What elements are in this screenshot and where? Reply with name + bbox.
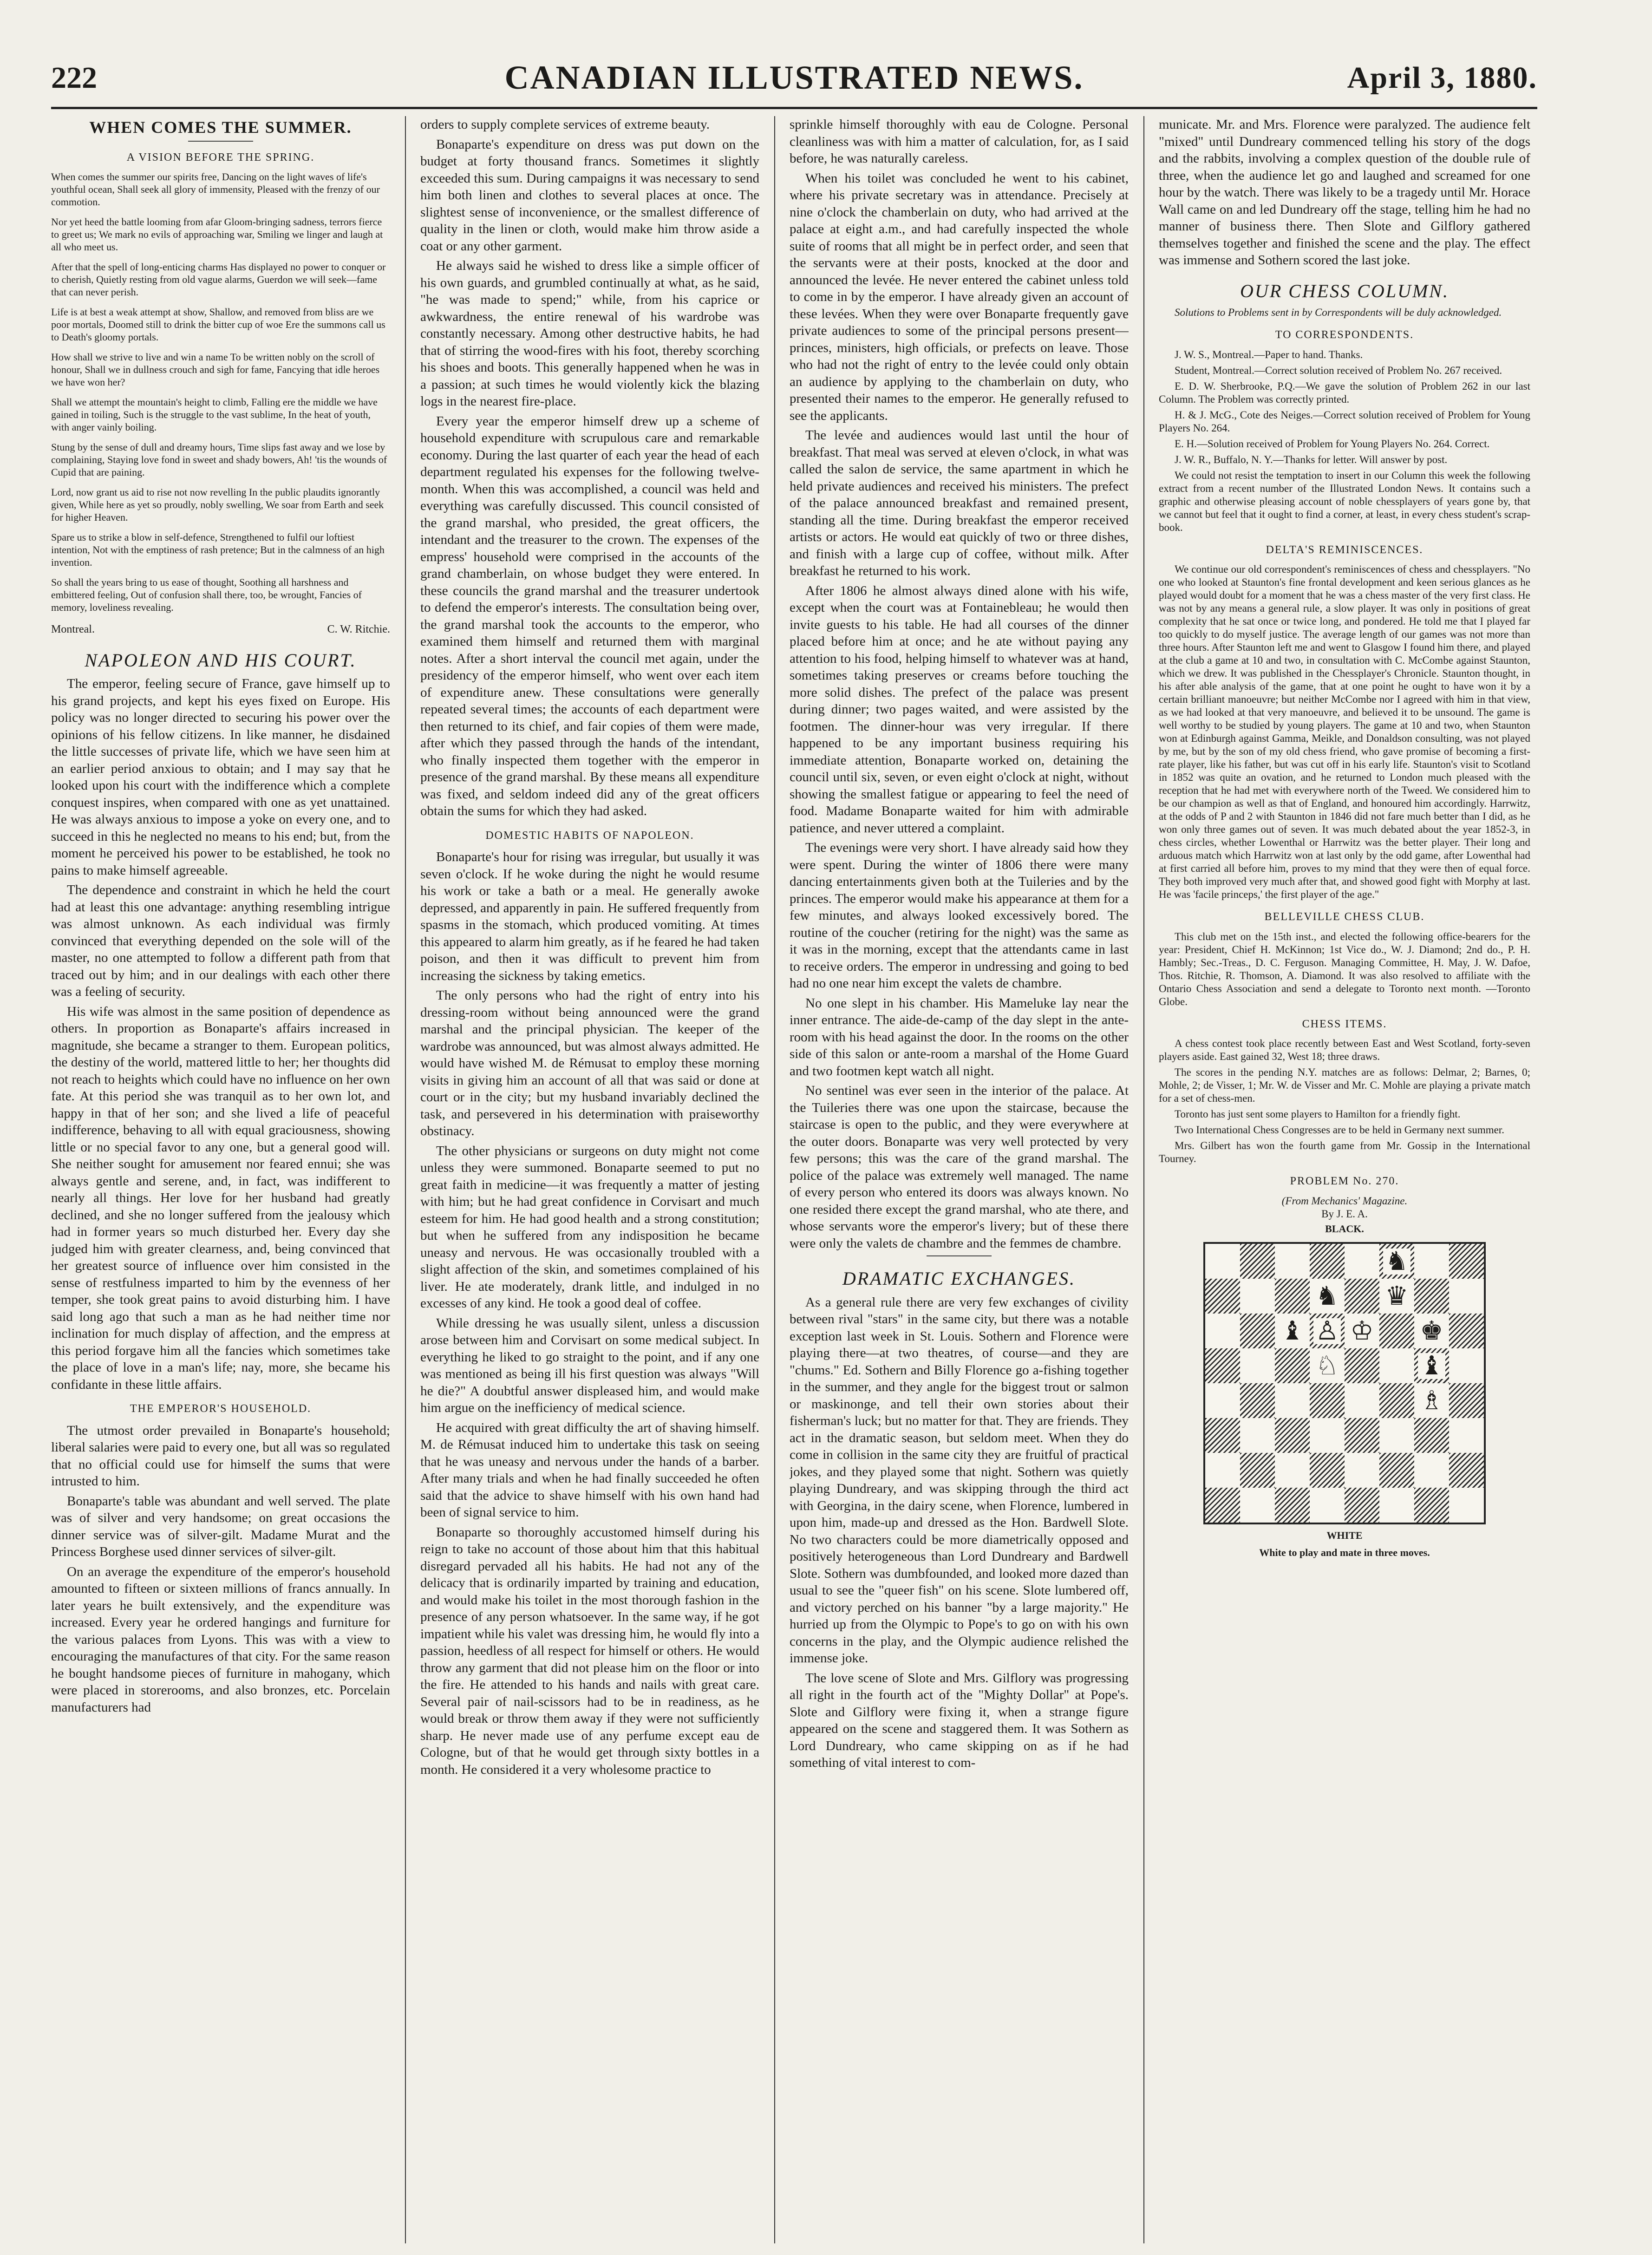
board-square: [1345, 1488, 1379, 1523]
paragraph: The dependence and constraint in which he held the court had at least this one advantage: anything resembling intrigue was almost unknown. As each individual was firmly convinced that everything depended on the sole will of the master, no one attempted to follow a different path from that traced out by him; and in our dealings with each other there was a feeling of security.: [51, 882, 390, 999]
column-3: [790, 116, 1129, 2243]
board-square: [1310, 1279, 1345, 1314]
paragraph: Bonaparte's expenditure on dress was put down on the budget at forty thousand francs. Sometimes it slightly exceeded this sum. During campaigns it was necessary to send him both linen and clothes to several places at once. The slightest sense of inconvenience, or the smallest difference of quality in the linen or cloth, would make him throw aside a coat or any other garment.: [420, 137, 759, 254]
board-square: [1345, 1348, 1379, 1383]
board-square: [1310, 1453, 1345, 1488]
problem-author: By J. E. A.: [1321, 1208, 1368, 1220]
board-square: [1345, 1383, 1379, 1418]
chess-note: Solutions to Problems sent in by Correspondents will be duly acknowledged.: [1175, 307, 1502, 318]
paragraph: He always said he wished to dress like a simple officer of his own guards, and grumbled continually at what, as he said, "he was made to spend;" while, from his caprice or awkwardness, the entire renewal of his wardrobe was constantly necessary. Among other destructive habits, he had that of stirring the wood-fires with his foot, thereby scorching his shoes and boots. This generally happened when he was in a passion; at such times he would violently kick the blazing logs in the nearest fire-place.: [420, 258, 759, 409]
paragraph: The evenings were very short. I have already said how they were spent. During the winter of 1806 there were many dancing entertainments given both at the Tuileries and by the princes. The emperor would make his appearance at them for a few minutes, and always looked excessively bored. The routine of the coucher (retiring for the night) was the same as it was in the morning, except that the attendants came in last to receive orders. The emperor in undressing and going to bed had no one near him except the valets de chambre.: [790, 840, 1129, 991]
poem-place: Montreal.: [51, 623, 95, 635]
paragraph: The only persons who had the right of entry into his dressing-room without being announced were the grand marshal and the principal physician. The keeper of the wardrobe was announced, but was almost always admitted. He would have wished M. de Rémusat to employ these morning visits in giving him an account of all that was said or done at court or in the city; but my husband invariably declined the task, and persevered in his determination with praiseworthy obstinacy.: [420, 988, 759, 1138]
paragraph: orders to supply complete services of extreme beauty.: [420, 117, 710, 132]
chess-piece-icon: ♘: [1313, 1353, 1340, 1379]
board-square: [1275, 1488, 1310, 1523]
board-square: [1205, 1279, 1240, 1314]
board-square: [1240, 1418, 1275, 1453]
board-square: [1414, 1418, 1449, 1453]
poem-signature: [51, 621, 390, 638]
board-square: [1449, 1279, 1484, 1314]
paragraph: No sentinel was ever seen in the interior of the palace. At the Tuileries there was one upon the staircase, because the staircase is open to the public, and they were everywhere at the outer doors. Bonaparte was very well protected by very few persons; this was the care of the grand marshal. The police of the palace was extremely well managed. The name of every person who entered its doors was always known. No one resided there except the grand marshal, who ate there, and whose servants wore the emperor's livery; but of these there were only the valets de chambre and the femmes de chambre.: [790, 1083, 1129, 1251]
board-square: [1414, 1244, 1449, 1279]
board-square: [1449, 1453, 1484, 1488]
paragraph: We continue our old correspondent's reminiscences of chess and chessplayers. "No one who looked at Staunton's fine frontal development and keen serious glances as he played would doubt for a moment that he was a chess master of the very first class. He was not by any means a general rule, a slow player. It was only in positions of great complexity that he sat once or twice long, and pondered. He told me that I played far too quickly to do myself justice. The average length of our games was not more than three hours. After Staunton left me and went to Glasgow I found him there, and played at the club a game at 10 and two, in consultation with C. McCombe against Staunton, which we drew. It was published in the Chessplayer's Chronicle. Staunton thought, in his after able analysis of the game, that at one point he ought to have won it by a certain brilliant manoeuvre; but neither McCombe nor I agreed with him in that view, as we had looked at that very manoeuvre, and believed it to be unsound. The game is well worthy to be studied by young players. The game at 10 and two, when Staunton won at Edinburgh against Gamma, Meikle, and Donaldson consulting, was not played by me, but by the son of my old chess friend, who gave promise of becoming a first-rate player, like his father, but was cut off in his early life. Staunton's visit to Scotland in 1852 was quite an ovation, and he returned to London much pleased with the reception that he had met with everywhere north of the Tweed. We considered him to be our champion as well as that of England, and honoured him accordingly. Harrwitz, at the odds of P and 2 with Staunton in 1846 did not fare much better than I did, as he won only three games out of seven. It was much debated about the year 1852-3, in chess circles, whether Lowenthal or Harrwitz was the better player. Their long and arduous match which Harrwitz won at last only by the odd game, after Lowenthal had at first carried all before him, proves to my mind that they were then of equal force. They both improved very much after that, and showed good fight with Morphy at last. He was 'facile princeps,' the first player of the age.": [1159, 563, 1530, 900]
paragraph: After 1806 he almost always dined alone with his wife, except when the court was at Fontainebleau; he would then invite guests to his table. He had all courses of the dinner placed before him at once; and he ate without paying any attention to his food, helping himself to whatever was at hand, sometimes taking preserves or creams before touching the more solid dishes. The prefect of the palace was present during dinner; two pages waited, and were assisted by the footmen. The dinner-hour was very irregular. If there happened to be any important business requiring his immediate attention, Bonaparte worked on, detaining the council until six, seven, or even eight o'clock at night, without showing the smallest fatigue or appearing to feel the need of food. Madame Bonaparte waited for him with admirable patience, and never uttered a complaint.: [790, 583, 1129, 836]
chess-piece-icon: ♙: [1313, 1318, 1340, 1344]
board-square: [1449, 1348, 1484, 1383]
board-square: [1414, 1348, 1449, 1383]
divider: [188, 141, 253, 142]
paragraph: Bonaparte so thoroughly accustomed himself during his reign to take no account of those about him that this habitual disregard pervaded all his habits. He had not any of the delicacy that is ordinarily imparted by training and education, and would make his toilet in the most thorough fashion in the presence of any person whatsoever. In the same way, if he got impatient while his valet was dressing him, he would fly into a passion, heedless of all respect for himself or others. He would throw any garment that did not please him on the floor or into the fire. He attended to his hands and nails with great care. Several pair of nail-scissors had to be in readiness, as he would break or throw them away if they were not sufficiently sharp. He never made use of any perfume except eau de Cologne, but of that he would get through sixty bottles in a month. He considered it a very wholesome practice to: [420, 1524, 759, 1777]
section-title: DOMESTIC HABITS OF NAPOLEON.: [485, 829, 694, 842]
page-number: 222: [51, 61, 97, 95]
section-title: THE EMPEROR'S HOUSEHOLD.: [130, 1403, 312, 1415]
problem-title: PROBLEM No. 270.: [1290, 1175, 1399, 1187]
chess-column-title: OUR CHESS COLUMN.: [1240, 280, 1449, 301]
board-square: [1205, 1418, 1240, 1453]
poem-stanza: After that the spell of long-enticing charms Has displayed no power to conquer or to cherish, Quietly resting from old vague alarms, Guerdon we will seek—fame that can never perish.: [51, 261, 386, 298]
board-square: [1310, 1383, 1345, 1418]
newspaper-title: CANADIAN ILLUSTRATED NEWS.: [504, 59, 1084, 96]
board-square: [1240, 1348, 1275, 1383]
board-square: [1345, 1244, 1379, 1279]
chess-piece-icon: ♞: [1313, 1283, 1340, 1309]
board-square: [1449, 1244, 1484, 1279]
board-square: [1414, 1279, 1449, 1314]
board-square: [1345, 1279, 1379, 1314]
poem-body: [51, 170, 390, 614]
list-item: J. W. R., Buffalo, N. Y.—Thanks for letter. Will answer by post.: [1175, 453, 1448, 465]
paragraph: The levée and audiences would last until the hour of breakfast. That meal was served at eleven o'clock, in what was called the salon de service, the same apartment in which he held private audiences and received his ministers. The prefect of the palace announced breakfast and remained present, standing all the time. During breakfast the emperor received artists or actors. He would eat quickly of two or three dishes, and finish with a large cup of coffee, without milk. After breakfast he returned to his work.: [790, 428, 1129, 578]
board-square: [1414, 1453, 1449, 1488]
chess-piece-icon: ♝: [1279, 1318, 1306, 1344]
paragraph: While dressing he was usually silent, unless a discussion arose between him and Corvisart on some medical subject. In everything he liked to go straight to the point, and if any one was mentioned as being ill his first question was always "Will he die?" A doubtful answer displeased him, and would make him argue on the inefficiency of medical science.: [420, 1315, 759, 1415]
board-square: [1310, 1488, 1345, 1523]
chess-piece-icon: ♚: [1418, 1318, 1445, 1344]
board-square: [1379, 1314, 1414, 1348]
list-item: E. H.—Solution received of Problem for Young Players No. 264. Correct.: [1175, 438, 1490, 450]
poem-subtitle: A VISION BEFORE THE SPRING.: [126, 151, 315, 163]
board-square: [1275, 1418, 1310, 1453]
chess-piece-icon: ♔: [1348, 1318, 1375, 1344]
board-square: [1414, 1383, 1449, 1418]
column-rule: [1143, 116, 1144, 2243]
white-label: WHITE: [1326, 1529, 1363, 1541]
black-label: BLACK.: [1325, 1222, 1364, 1235]
chess-piece-icon: ♛: [1383, 1283, 1410, 1309]
list-item: A chess contest took place recently between East and West Scotland, forty-seven players aside. East gained 32, West 18; three draws.: [1159, 1038, 1530, 1062]
list-item: E. D. W. Sherbrooke, P.Q.—We gave the solution of Problem 262 in our last Column. The Problem was correctly printed.: [1159, 380, 1530, 405]
column-2: [420, 116, 759, 2243]
poem-stanza: Spare us to strike a blow in self-defence, Strengthened to fulfil our loftiest intention, Not with the emptiness of rash pretence; But in the calmness of an high invention.: [51, 531, 385, 568]
list-item: The scores in the pending N.Y. matches are as follows: Delmar, 2; Barnes, 0; Mohle, 2; de Visser, 1; Mr. W. de Visser and Mr. C. Mohle are playing a private match for a set of chess-men.: [1159, 1066, 1530, 1104]
section-title: BELLEVILLE CHESS CLUB.: [1264, 911, 1425, 923]
issue-date: April 3, 1880.: [1347, 61, 1537, 95]
chess-piece-icon: ♞: [1383, 1248, 1410, 1275]
board-square: [1310, 1244, 1345, 1279]
paragraph: On an average the expenditure of the emperor's household amounted to fifteen or sixteen millions of francs annually. In later years he built extensively, and the expenditure was increased. Every year he ordered hangings and furniture for the various palaces from Lyons. This was with a view to encouraging the manufactures of that city. For the same reason he bought handsome pieces of furniture in mahogany, which were placed in storerooms, and also bronzes, etc. Porcelain manufacturers had: [51, 1564, 390, 1715]
paragraph: The emperor, feeling secure of France, gave himself up to his grand projects, and kept his eyes fixed on Europe. His policy was no longer directed to securing his power over the opinions of his fellow citizens. In like manner, he disdained the little successes of private life, which we have seen him at an earlier period anxious to obtain; and I may say that he looked upon his court with the indifference which a complete conquest inspires, when compared with one as yet unattained. He was always anxious to impose a yoke on every one, and to succeed in this he neglected no means to his end; but, from the moment he perceived his power to be established, he took no pains to make himself agreeable.: [51, 676, 390, 878]
paragraph: municate. Mr. and Mrs. Florence were paralyzed. The audience felt "mixed" until Dundreary commenced telling his story of the dogs and the rabbits, involving a complex question of the double rule of three, when the audience let go and laughed and screamed for one hour by the watch. There was likely to be a tragedy until Mr. Horace Wall came on and led Dundreary off the stage, telling him he had no manner of business there. Then Slote and Gilflory gathered themselves together and finished the scene and the play. The effect was immense and Sothern scored the last joke.: [1159, 117, 1530, 268]
board-square: [1345, 1453, 1379, 1488]
poem-stanza: Shall we attempt the mountain's height to climb, Falling ere the middle we have gained in toiling, Such is the struggle to the vast sublime, In the heat of youth, with anger vainly boiling.: [51, 396, 378, 433]
masthead: [51, 56, 1537, 109]
paragraph: He acquired with great difficulty the art of shaving himself. M. de Rémusat induced him to undertake this task on seeing that he was uneasy and nervous under the hands of a barber. After many trials and when he had finally succeeded he often said that the advice to shave himself with his own hand had been of signal service to him.: [420, 1420, 759, 1520]
board-square: [1345, 1314, 1379, 1348]
board-square: [1240, 1453, 1275, 1488]
board-square: [1240, 1383, 1275, 1418]
chess-piece-icon: ♗: [1418, 1388, 1445, 1414]
board-square: [1205, 1314, 1240, 1348]
chess-board: [1203, 1242, 1486, 1524]
paragraph: As a general rule there are very few exchanges of civility between rival "stars" in the same city, but there was a notable exception last week in St. Louis. Sothern and Florence were playing there—at two theatres, of course—and they are "chums." Ed. Sothern and Billy Florence go a-fishing together in the summer, and they angle for the biggest trout or salmon or maskinonge, and tell their own stories about their fisherman's luck; but no matter for that. They are friends. They act in the dramatic season, but seldom meet. When they do come in collision in the same city they are fruitful of practical jokes, and they played some that night. Sothern was quietly playing Dundreary, and was skipping through the third act with Georgina, in the dairy scene, when Florence, lumbered in upon him, made-up and dressed as the Hon. Bardwell Slote. No two characters could be more diametrically opposed and positively heterogeneous than Lord Dundreary and Bardwell Slote. Sothern was dumbfounded, and looked more dazed than usual to see the "queer fish" on his scene. Slote lumbered off, and victory perched on his banner "by a large majority." He hurried up from the Olympic to Pope's to go on with his own concerns in the play, and the Olympic audience relished the immense joke.: [790, 1294, 1129, 1666]
board-square: [1275, 1348, 1310, 1383]
board-square: [1449, 1383, 1484, 1418]
poem-author: C. W. Ritchie.: [327, 623, 390, 635]
problem-source: (From Mechanics' Magazine.: [1281, 1195, 1408, 1207]
poem-stanza: Stung by the sense of dull and dreamy hours, Time slips fast away and we lose by complaining, Staying love fond in sweet and shady bowers, Ah! 'tis the wounds of Cupid that are paining.: [51, 441, 387, 478]
paragraph: Bonaparte's table was abundant and well served. The plate was of silver and very handsome; on great occasions the dinner service was of silver-gilt. Madame Murat and the Princess Borghese used dinner services of silver-gilt.: [51, 1493, 390, 1559]
column-rule: [774, 116, 775, 2243]
board-square: [1310, 1418, 1345, 1453]
list-item: Toronto has just sent some players to Hamilton for a friendly fight.: [1175, 1108, 1461, 1120]
section-title: DELTA'S REMINISCENCES.: [1266, 543, 1423, 556]
divider: [927, 1255, 992, 1256]
problem-task: White to play and mate in three moves.: [1259, 1546, 1430, 1558]
board-square: [1449, 1488, 1484, 1523]
board-square: [1449, 1418, 1484, 1453]
paragraph: His wife was almost in the same position of dependence as others. In proportion as Bonaparte's affairs increased in magnitude, she became a stranger to them. European politics, the destiny of the world, mattered little to her; her thoughts did not reach to heights which could have no influence on her own fate. At this period she was tranquil as to her own lot, and happy in that of her son; and she lived a life of peaceful indifference, behaving to all with equal graciousness, showing little or no special favor to any one, but a general good will. She neither sought for amusement nor feared ennui; she was always gentle and serene, and, in fact, was indifferent to nearly all things. Her love for her husband had greatly declined, and she no longer suffered from the jealousy which had in former years so much disturbed her. Every day she judged him with greater clearness, and, being convinced that her greatest source of influence over him consisted in the sense of restfulness imparted to him by the evenness of her temper, she took great pains to avoid disturbing him. I have said long ago that such a man as he had neither time nor inclination for much display of affection, and the empress at this period forgave him all the fancies which sometimes take the place of love in a man's life; nay, more, she became his confidante in these little affairs.: [51, 1004, 390, 1392]
list-item: Student, Montreal.—Correct solution received of Problem No. 267 received.: [1175, 364, 1502, 376]
poem-title: WHEN COMES THE SUMMER.: [89, 118, 352, 137]
list-item: Mrs. Gilbert has won the fourth game from Mr. Gossip in the International Tourney.: [1159, 1140, 1530, 1164]
poem-stanza: How shall we strive to live and win a name To be written nobly on the scroll of honour, Shall we in dullness crouch and sigh for fame, Fancying that idle heroes we have won her?: [51, 351, 380, 388]
paragraph: The utmost order prevailed in Bonaparte's household; liberal salaries were paid to every one, but all was so regulated that no official could use for himself the sums that were intrusted to him.: [51, 1423, 390, 1489]
poem-stanza: Nor yet heed the battle looming from afar Gloom-bringing sadness, terrors fierce to greet us; We mark no evils of approaching war, Smiling we linger and laugh at all who meet us.: [51, 216, 383, 253]
board-square: [1205, 1244, 1240, 1279]
board-square: [1379, 1244, 1414, 1279]
board-square: [1275, 1314, 1310, 1348]
board-square: [1379, 1418, 1414, 1453]
board-square: [1240, 1488, 1275, 1523]
paragraph: We could not resist the temptation to insert in our Column this week the following extract from a recent number of the Illustrated London News. It contains such a graphic and otherwise pleasing account of noble chessplayers of years gone by, that we cannot but feel that it ought to find a corner, at least, in every chess student's scrap-book.: [1159, 469, 1530, 533]
board-square: [1240, 1244, 1275, 1279]
list-item: J. W. S., Montreal.—Paper to hand. Thanks.: [1175, 348, 1363, 360]
board-square: [1414, 1488, 1449, 1523]
paragraph: The love scene of Slote and Mrs. Gilflory was progressing all right in the fourth act of the "Mighty Dollar" at Pope's. Slote and Gilflory were fixing it, when a strange figure appeared on the scene and staggered them. It was Sothern as Lord Dundreary, who came skipping on as if he had something of vital interest to com-: [790, 1670, 1129, 1770]
chess-piece-icon: ♝: [1418, 1353, 1445, 1379]
column-4: [1159, 116, 1530, 2243]
board-square: [1240, 1314, 1275, 1348]
article-title: DRAMATIC EXCHANGES.: [842, 1268, 1076, 1289]
board-square: [1205, 1453, 1240, 1488]
poem-stanza: Lord, now grant us aid to rise not now revelling In the public plaudits ignorantly given, While here as yet so proudly, nobly swelling, We soar from Earth and seek for higher Heaven.: [51, 486, 384, 523]
board-square: [1205, 1488, 1240, 1523]
board-square: [1205, 1383, 1240, 1418]
board-square: [1205, 1348, 1240, 1383]
paragraph: Bonaparte's hour for rising was irregular, but usually it was seven o'clock. If he woke during the night he would resume his work or take a bath or a meal. He generally awoke depressed, and apparently in pain. He suffered frequently from spasms in the stomach, which produced vomiting. At times this appeared to alarm him greatly, as if he feared he had taken poison, and then it was difficult to prevent him from increasing the sickness by taking emetics.: [420, 850, 759, 983]
board-square: [1275, 1244, 1310, 1279]
board-square: [1310, 1314, 1345, 1348]
board-square: [1379, 1383, 1414, 1418]
paragraph: When his toilet was concluded he went to his cabinet, where his private secretary was in attendance. Precisely at nine o'clock the chamberlain on duty, who had arrived at the palace at eight a.m., and had carefully inspected the whole suite of rooms that all might be in perfect order, and seen that the servants were at their posts, knocked at the door and announced the levée. He never entered the cabinet unless told to come in by the emperor. I have already given an account of these levées. When they were over Bonaparte frequently gave private audiences to some of the principal persons present—princes, ministers, high officials, or prefects on leave. Those who had not the right of entry to the levée could only obtain an audience by applying to the chamberlain on duty, who presented their names to the emperor. He generally refused to see the applicants.: [790, 170, 1129, 423]
board-square: [1310, 1348, 1345, 1383]
section-title: CHESS ITEMS.: [1302, 1018, 1387, 1030]
board-square: [1275, 1383, 1310, 1418]
paragraph: Every year the emperor himself drew up a scheme of household expenditure with scrupulous care and remarkable economy. During the last quarter of each year the head of each department regulated his expenses for the following twelve-month. When this was accomplished, a council was held and everything was carefully discussed. This council consisted of the grand marshal, who presided, the great officers, the intendant and the treasurer to the crown. The expenses of the empress' household were comprised in the accounts of the grand chamberlain, on whose budget they were entered. In these councils the grand marshal and the treasurer undertook to defend the emperor's interests. The consultation being over, the grand marshal took the accounts to the emperor, who examined them himself and returned them with marginal notes. After a short interval the council met again, under the presidency of the emperor himself, who went over each item of expenditure anew. These consultations were generally repeated several times; the accounts of each department were then returned to its chief, and fair copies of them were made, after which they passed through the hands of the intendant, who finally inspected them together with the emperor in presence of the grand marshal. By these means all expenditure was fixed, and seldom indeed did any of the great officers obtain the sums for which they had asked.: [420, 413, 759, 818]
paragraph: The other physicians or surgeons on duty might not come unless they were summoned. Bonaparte seemed to put no great faith in medicine—it was frequently a matter of jesting with him; but he had great confidence in Corvisart and much esteem for him. He had good health and a strong constitution; but when he suffered from any indisposition he became uneasy and nervous. He was occasionally troubled with a slight affection of the skin, and sometimes complained of his liver. He ate moderately, drank little, and indulged in no excesses of any kind. He took a good deal of coffee.: [420, 1143, 759, 1311]
board-square: [1414, 1314, 1449, 1348]
board-square: [1345, 1418, 1379, 1453]
poem-stanza: When comes the summer our spirits free, Dancing on the light waves of life's youthful ocean, Shall seek all glory of immensity, Pleased with the frenzy of our commotion.: [51, 171, 380, 208]
board-square: [1275, 1279, 1310, 1314]
poem-stanza: Life is at best a weak attempt at show, Shallow, and removed from bliss are we poor mortals, Doomed still to drink the bitter cup of woe Ere the summons call us to Death's gloomy portals.: [51, 306, 385, 343]
paragraph: This club met on the 15th inst., and elected the following office-bearers for the year: President, Chief H. McKinnon; 1st Vice do., W. J. Diamond; 2nd do., P. H. Hambly; Sec.-Treas., D. C. Ferguson. Managing Committee, H. May, J. W. Dafoe, Thos. Ritchie, R. Thomson, A. Diamond. It was also resolved to affiliate with the Ontario Chess Association and send a delegate to Toronto next month. —Toronto Globe.: [1159, 930, 1530, 1007]
chess-items-list: [1159, 1037, 1530, 1165]
article-title: NAPOLEON AND HIS COURT.: [85, 649, 357, 671]
correspondents-list: [1159, 348, 1530, 534]
board-square: [1240, 1279, 1275, 1314]
section-title: TO CORRESPONDENTS.: [1275, 329, 1414, 341]
board-square: [1379, 1488, 1414, 1523]
board-square: [1379, 1348, 1414, 1383]
paragraph: No one slept in his chamber. His Mameluke lay near the inner entrance. The aide-de-camp of the day slept in the ante-room with his head against the door. In the rooms on the other side of this salon or ante-room a marshal of the Home Guard and two footmen kept watch all night.: [790, 995, 1129, 1078]
board-square: [1379, 1453, 1414, 1488]
poem-stanza: So shall the years bring to us ease of thought, Soothing all harshness and embittered feeling, Out of confusion shall there, too, be wrought, Fancies of memory, loveliness revealing.: [51, 576, 362, 613]
column-1: [51, 116, 390, 2243]
list-item: H. & J. McG., Cote des Neiges.—Correct solution received of Problem for Young Players No. 264.: [1159, 409, 1530, 434]
list-item: Two International Chess Congresses are to be held in Germany next summer.: [1175, 1124, 1504, 1136]
column-rule: [405, 116, 406, 2243]
paragraph: sprinkle himself thoroughly with eau de Cologne. Personal cleanliness was with him a matter of calculation, for, as I said before, he was naturally careless.: [790, 117, 1129, 166]
board-square: [1449, 1314, 1484, 1348]
board-square: [1275, 1453, 1310, 1488]
board-square: [1379, 1279, 1414, 1314]
